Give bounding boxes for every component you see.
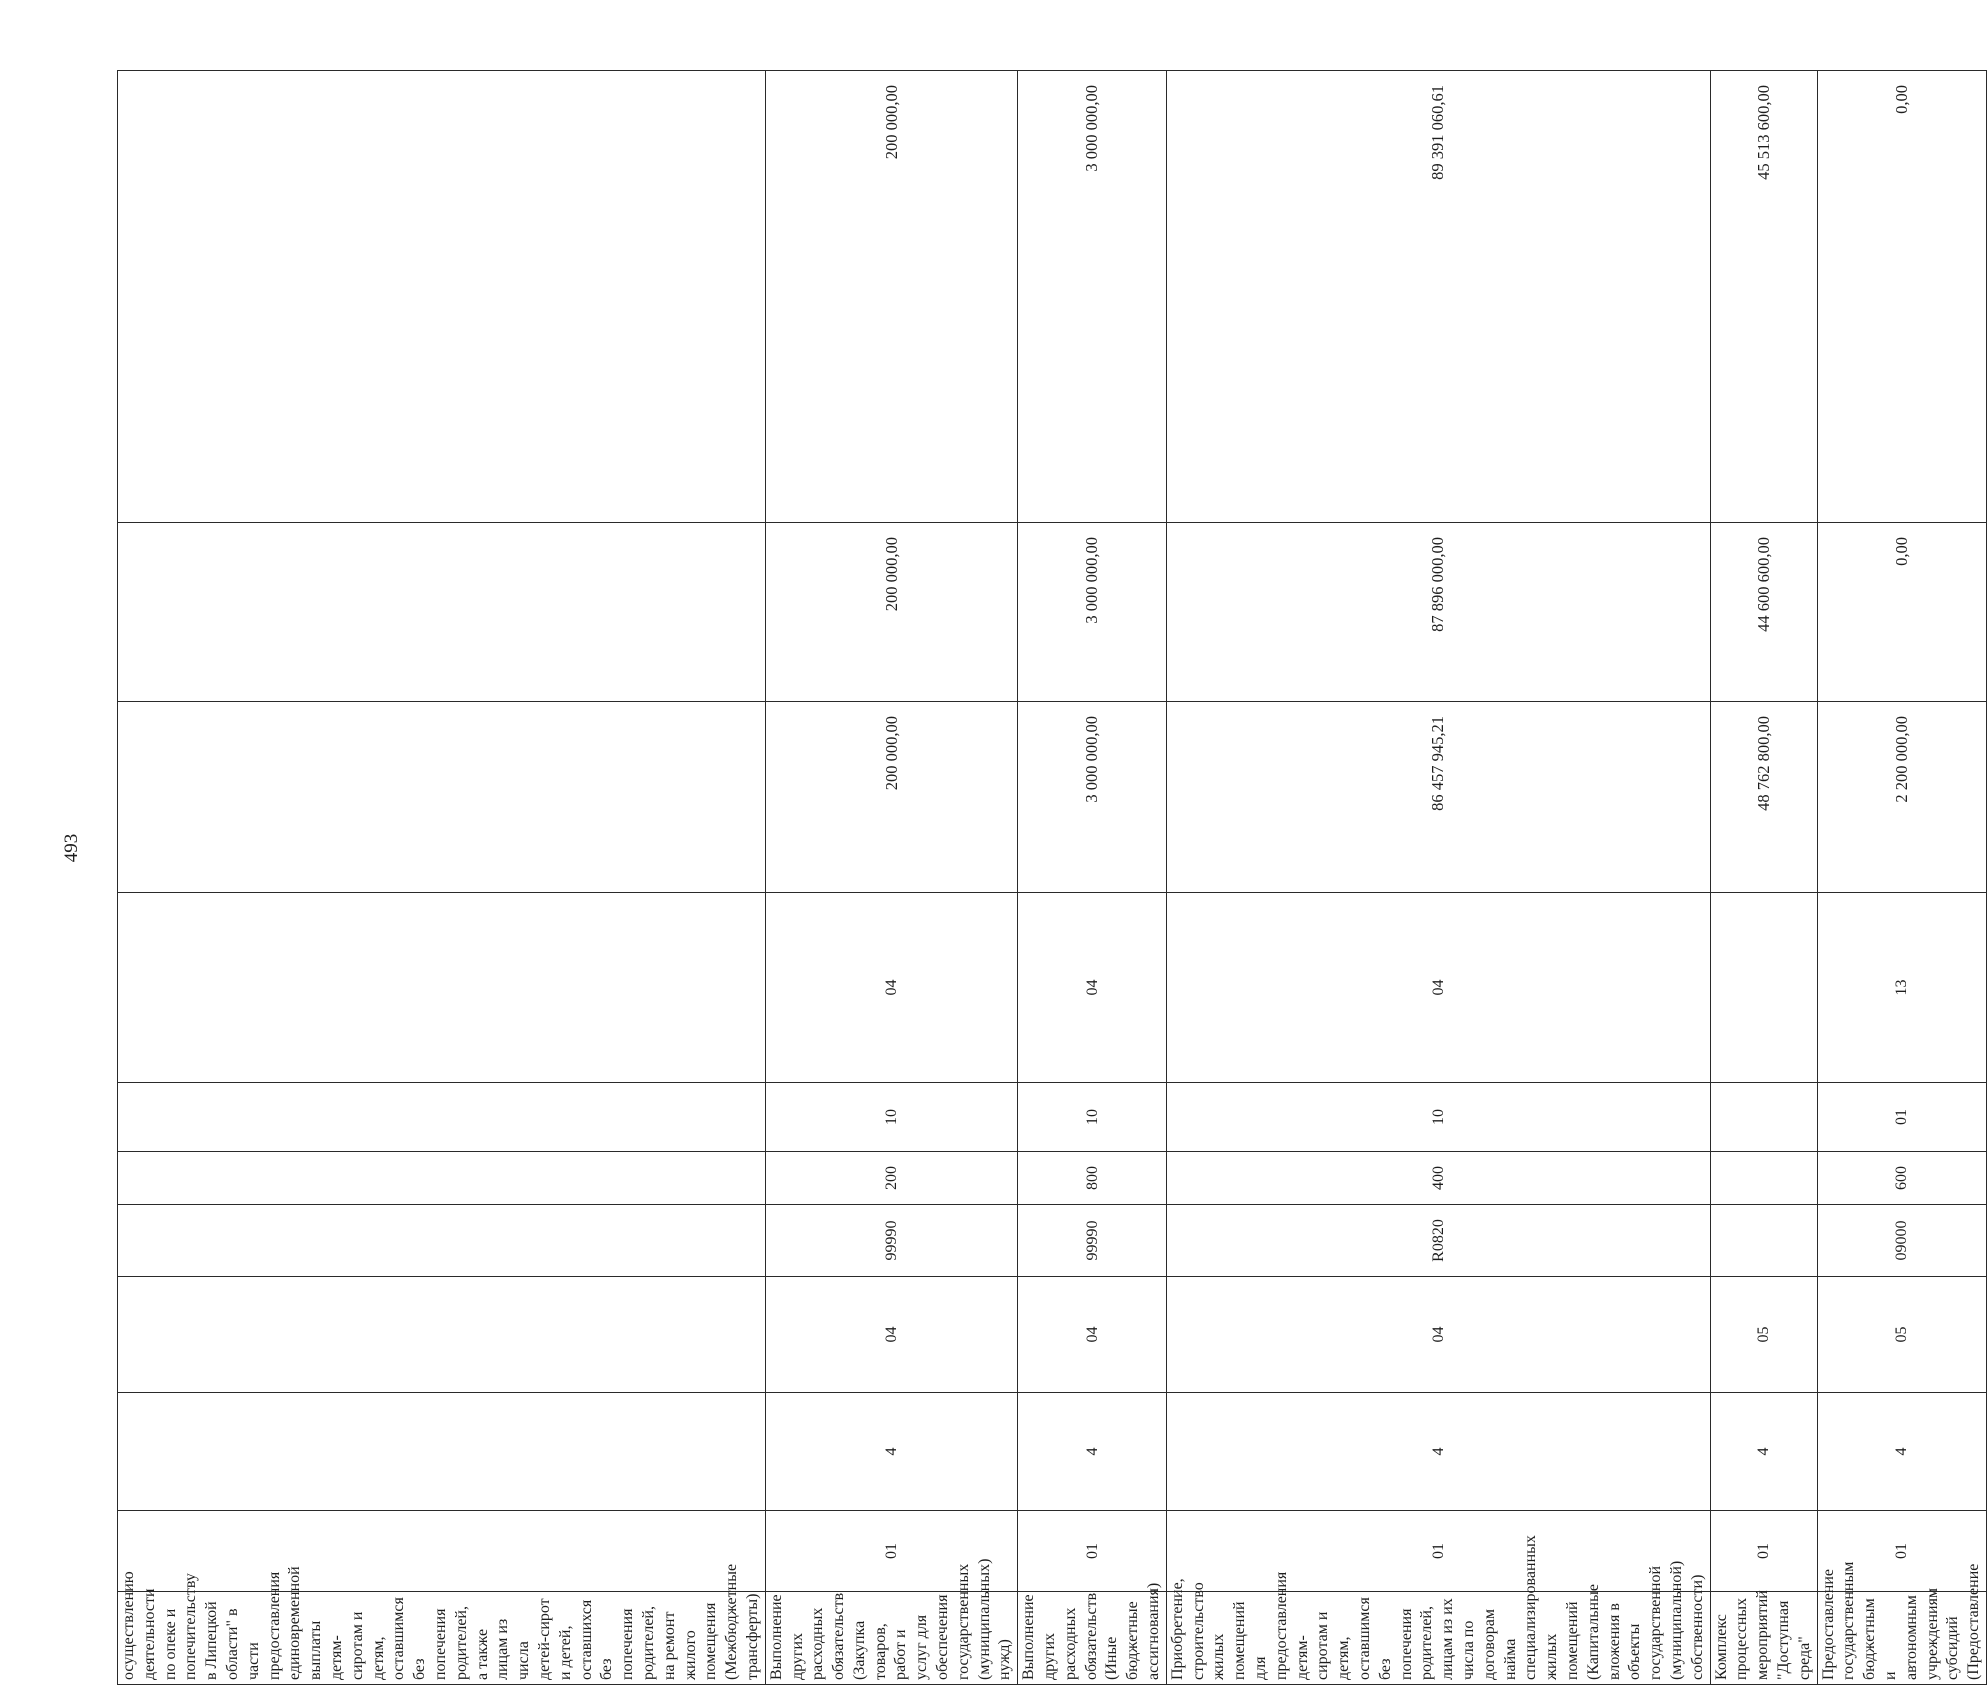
- cell-c3: 04: [1166, 1277, 1710, 1393]
- cell-c6: [118, 1083, 766, 1152]
- cell-c1: 01: [1018, 1511, 1167, 1592]
- cell-sum1: 200 000,00: [765, 702, 1018, 893]
- cell-c7: 04: [1018, 893, 1167, 1083]
- cell-sum1: 86 457 945,21: [1166, 702, 1710, 893]
- cell-sum3: 200 000,00: [765, 71, 1018, 523]
- row-description: Выполнение других расходных обязательств (Закупка товаров, работ и услуг для обеспечения государственных (муниципальных) нужд): [765, 1592, 1018, 1685]
- cell-sum2: 3 000 000,00: [1018, 523, 1167, 702]
- cell-c3: [118, 1277, 766, 1393]
- cell-c2: 4: [765, 1393, 1018, 1511]
- cell-c3: 04: [1018, 1277, 1167, 1393]
- cell-sum1: [118, 702, 766, 893]
- cell-c1: 01: [1817, 1511, 1986, 1592]
- cell-c1: 01: [1166, 1511, 1710, 1592]
- row-description: Приобретение, строительство жилых помещений для предоставления детям-сиротам и детям, оставшимся без попечения родителей, лицам из их числа по договорам найма специализированных жилых помещений (Капитальные вложения в объекты государственной (муниципальной) собственности): [1166, 1592, 1710, 1685]
- cell-sum3: [118, 71, 766, 523]
- cell-c2: 4: [1018, 1393, 1167, 1511]
- cell-c2: 4: [1817, 1393, 1986, 1511]
- table-row: [118, 71, 766, 1685]
- cell-c4: [118, 1205, 766, 1277]
- cell-c5: [118, 1152, 766, 1205]
- cell-c2: [118, 1393, 766, 1511]
- cell-c5: [1710, 1152, 1817, 1205]
- cell-c7: [118, 893, 766, 1083]
- table-row: [1166, 71, 1710, 1685]
- cell-c5: 400: [1166, 1152, 1710, 1205]
- cell-sum3: 45 513 600,00: [1710, 71, 1817, 523]
- table-row: [1710, 71, 1817, 1685]
- row-description: Предоставление государственным бюджетным и автономным учреждениям субсидий (Предоставление: [1817, 1592, 1986, 1685]
- table-row: [1018, 71, 1167, 1685]
- cell-c4: 99990: [765, 1205, 1018, 1277]
- cell-c7: [1710, 893, 1817, 1083]
- cell-c4: 99990: [1018, 1205, 1167, 1277]
- cell-sum2: 200 000,00: [765, 523, 1018, 702]
- cell-sum2: [118, 523, 766, 702]
- cell-sum1: 2 200 000,00: [1817, 702, 1986, 893]
- cell-sum1: 3 000 000,00: [1018, 702, 1167, 893]
- row-description: Выполнение других расходных обязательств (Иные бюджетные ассигнования): [1018, 1592, 1167, 1685]
- cell-c4: [1710, 1205, 1817, 1277]
- row-description: Комплекс процессных мероприятий "Доступная среда": [1710, 1592, 1817, 1685]
- table-row: [765, 71, 1018, 1685]
- row-description: осуществлению деятельности по опеке и попечительству в Липецкой области" в части предоставления единовременной выплаты детям-сиротам и детям, оставшимся без попечения родителей, а также лицам из числа детей-сирот и детей, оставшихся без попечения родителей, на ремонт жилого помещения (Межбюджетные трансферты): [118, 1592, 766, 1685]
- cell-c6: [1710, 1083, 1817, 1152]
- cell-sum1: 48 762 800,00: [1710, 702, 1817, 893]
- cell-c7: 04: [765, 893, 1018, 1083]
- cell-c3: 04: [765, 1277, 1018, 1393]
- rotated-table-wrapper: [117, 70, 1983, 1685]
- cell-c6: 10: [765, 1083, 1018, 1152]
- cell-c5: 600: [1817, 1152, 1986, 1205]
- cell-c6: 01: [1817, 1083, 1986, 1152]
- cell-c1: 01: [765, 1511, 1018, 1592]
- cell-sum3: 89 391 060,61: [1166, 71, 1710, 523]
- cell-sum3: 0,00: [1817, 71, 1986, 523]
- cell-c6: 10: [1018, 1083, 1167, 1152]
- cell-c7: 04: [1166, 893, 1710, 1083]
- cell-c3: 05: [1710, 1277, 1817, 1393]
- table-row: [1817, 71, 1986, 1685]
- cell-c1: [118, 1511, 766, 1592]
- cell-c4: R0820: [1166, 1205, 1710, 1277]
- cell-c3: 05: [1817, 1277, 1986, 1393]
- cell-sum2: 44 600 600,00: [1710, 523, 1817, 702]
- cell-c6: 10: [1166, 1083, 1710, 1152]
- cell-c5: 800: [1018, 1152, 1167, 1205]
- cell-c4: 09000: [1817, 1205, 1986, 1277]
- cell-c1: 01: [1710, 1511, 1817, 1592]
- page-number: 493: [61, 833, 82, 863]
- budget-table: [117, 70, 1987, 1685]
- cell-sum3: 3 000 000,00: [1018, 71, 1167, 523]
- cell-c5: 200: [765, 1152, 1018, 1205]
- cell-c2: 4: [1710, 1393, 1817, 1511]
- cell-c7: 13: [1817, 893, 1986, 1083]
- cell-sum2: 0,00: [1817, 523, 1986, 702]
- cell-c2: 4: [1166, 1393, 1710, 1511]
- cell-sum2: 87 896 000,00: [1166, 523, 1710, 702]
